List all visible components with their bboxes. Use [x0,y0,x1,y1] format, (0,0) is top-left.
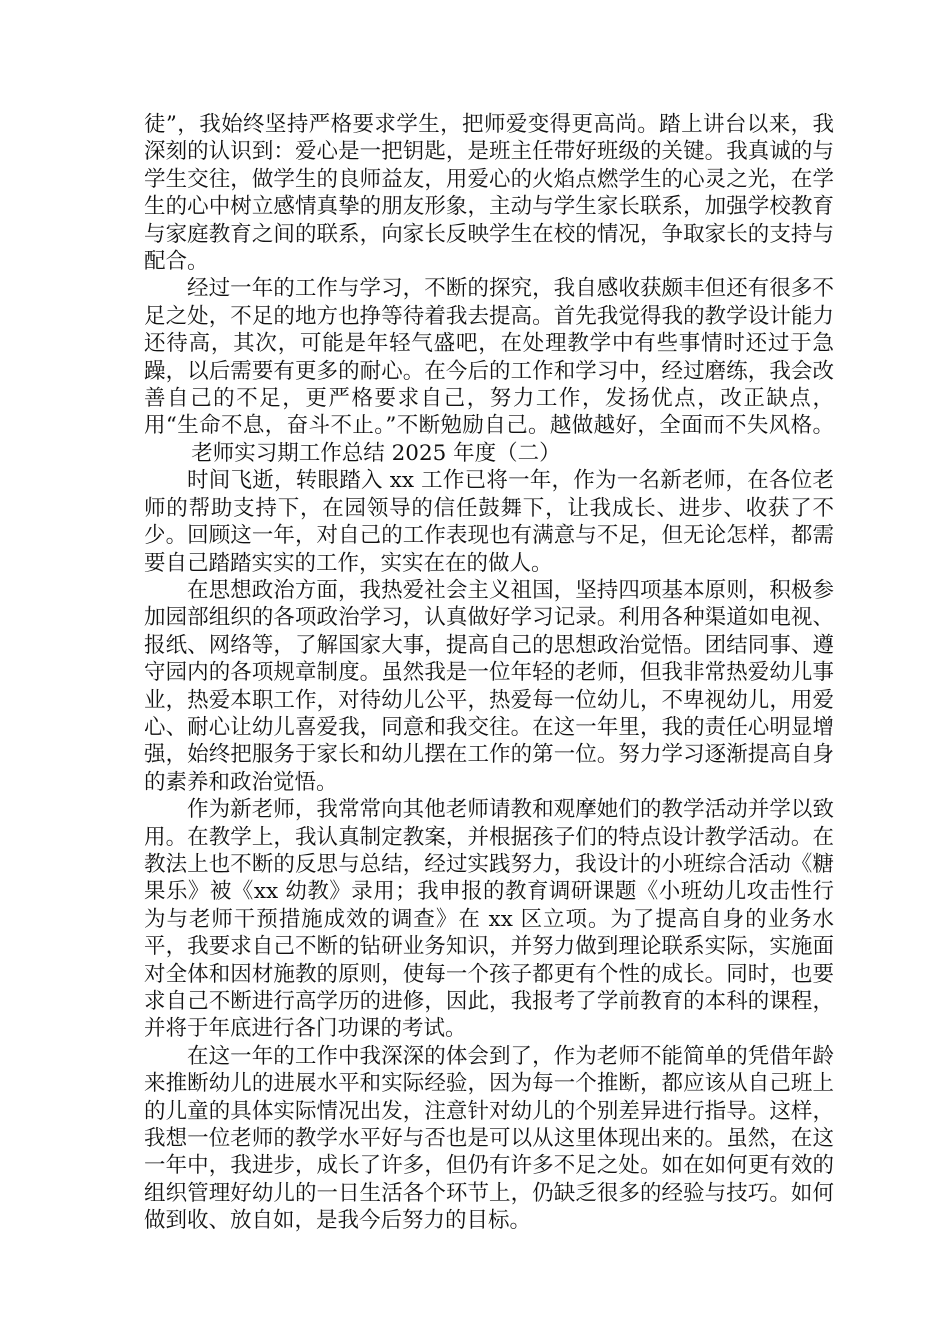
paragraph-2-text: 经过一年的工作与学习，不断的探究，我自感收获颇丰但还有很多不足之处，不足的地方也挣等待着我去提高。首先我觉得我的教学设计能力还待高，其次，可能是年轻气盛吧，在处理教学中有些事情时还过于急躁，以后需要有更多的耐心。在今后的工作和学习中，经过磨练，我会改善自己的不足，更严格要求自己，努力工作，发扬优点，改正缺点，用“生命不息，奋斗不止。”不断勉励自己。越做越好，全面而不失风格。 [144,276,834,439]
paragraph-3: 时间飞逝，转眼踏入 xx 工作已将一年，作为一名新老师，在各位老师的帮助支持下，在园领导的信任鼓舞下，让我成长、进步、收获了不少。回顾这一年，对自己的工作表现也有满意与不足，但无论怎样，都需要自己踏踏实实的工作，实实在在的做人。 [144,468,834,576]
paragraph-1: 徒”，我始终坚持严格要求学生，把师爱变得更高尚。踏上讲台以来，我深刻的认识到：爱心是一把钥匙，是班主任带好班级的关键。我真诚的与学生交往，做学生的良师益友，用爱心的火焰点燃学生的心灵之光，在学生的心中树立感情真挚的朋友形象，主动与学生家长联系，加强学校教育与家庭教育之间的联系，向家长反映学生在校的情况，争取家长的支持与配合。 [144,112,834,275]
paragraph-4: 在思想政治方面，我热爱社会主义祖国，坚持四项基本原则，积极参加园部组织的各项政治学习，认真做好学习记录。利用各种渠道如电视、报纸、网络等，了解国家大事，提高自己的思想政治觉悟。团结同事、遵守园内的各项规章制度。虽然我是一位年轻的老师，但我非常热爱幼儿事业，热爱本职工作，对待幼儿公平，热爱每一位幼儿，不卑视幼儿，用爱心、耐心让幼儿喜爱我，同意和我交往。在这一年里，我的责任心明显增强，始终把服务于家长和幼儿摆在工作的第一位。努力学习逐渐提高自身的素养和政治觉悟。 [144,577,834,795]
section-heading: 老师实习期工作总结 2025 年度（二） [191,440,561,466]
paragraph-6: 在这一年的工作中我深深的体会到了，作为老师不能简单的凭借年龄来推断幼儿的进展水平和实际经验，因为每一个推断，都应该从自己班上的儿童的具体实际情况出发，注意针对幼儿的个别差异进行指导。这样，我想一位老师的教学水平好与否也是可以从这里体现出来的。虽然，在这一年中，我进步，成长了许多，但仍有许多不足之处。如在如何更有效的组织管理好幼儿的一日生活各个环节上，仍缺乏很多的经验与技巧。如何做到收、放自如，是我今后努力的目标。 [144,1043,834,1234]
paragraph-5: 作为新老师，我常常向其他老师请教和观摩她们的教学活动并学以致用。在教学上，我认真制定教案，并根据孩子们的特点设计教学活动。在教法上也不断的反思与总结，经过实践努力，我设计的小班综合活动《糖果乐》被《xx 幼教》录用；我申报的教育调研课题《小班幼儿攻击性行为与老师干预措施成效的调查》在 xx 区立项。为了提高自身的业务水平，我要求自己不断的钻研业务知识，并努力做到理论联系实际，实施面对全体和因材施教的原则，使每一个孩子都更有个性的成长。同时，也要求自己不断进行高学历的进修，因此，我报考了学前教育的本科的课程，并将于年底进行各门功课的考试。 [144,797,834,1042]
paragraph-2 [144,275,834,467]
document-page [144,111,834,1235]
